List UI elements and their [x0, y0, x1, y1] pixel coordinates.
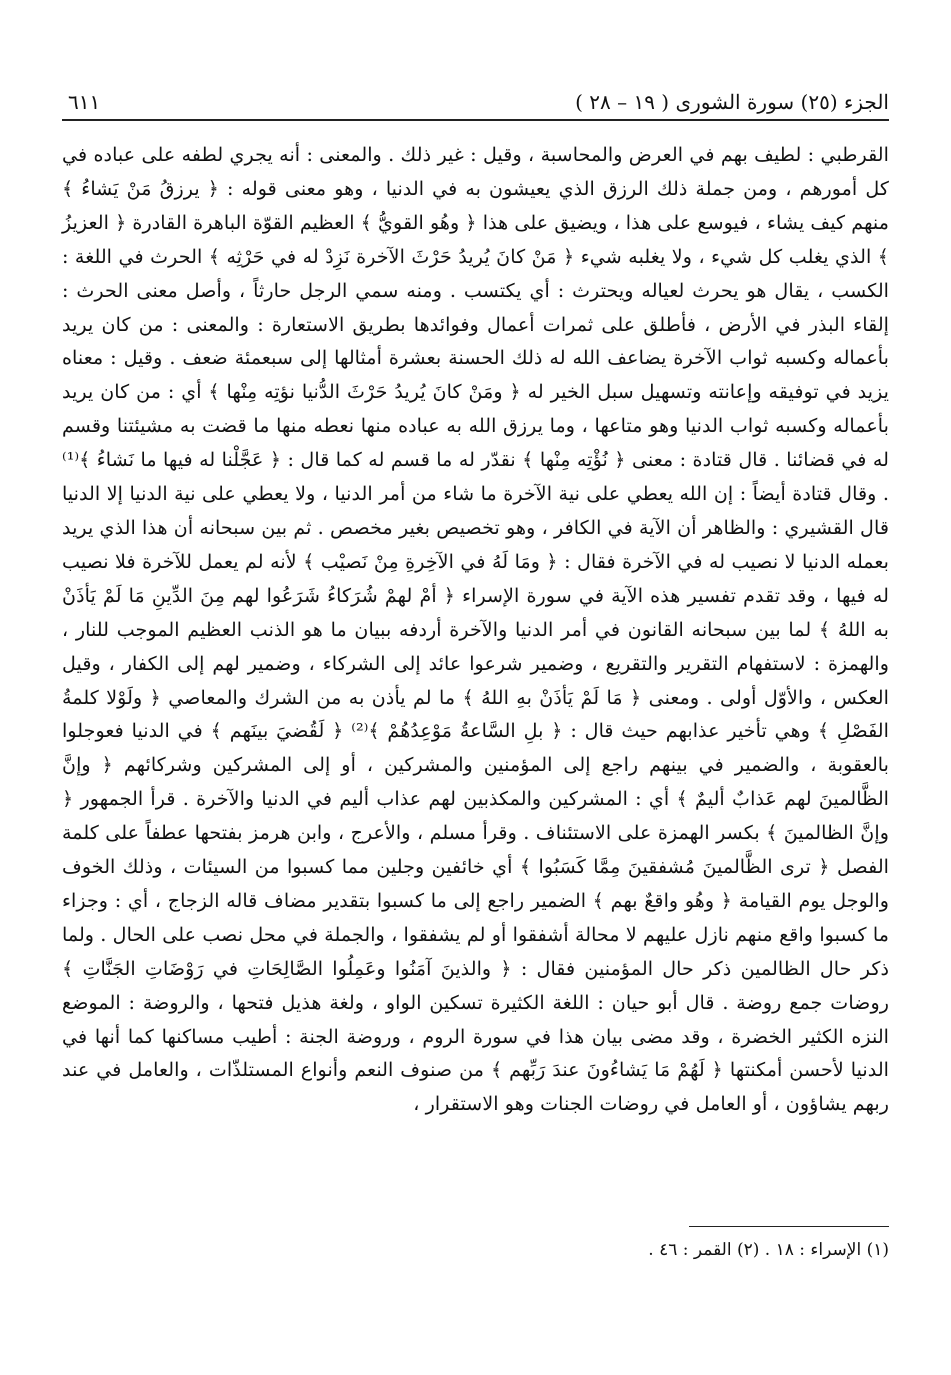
header-divider [62, 119, 889, 121]
footnote-text: (١) الإسراء : ١٨ . (٢) القمر : ٤٦ . [648, 1240, 889, 1260]
header-title: الجزء (٢٥) سورة الشورى ( ١٩ – ٢٨ ) [575, 90, 889, 114]
running-header [68, 88, 889, 118]
page-number: ٦١١ [68, 90, 101, 114]
body-paragraph: القرطبي : لطيف بهم في العرض والمحاسبة ، وقيل : غير ذلك . والمعنى : أنه يجري لطفه على عباده في كل أمورهم ، ومن جملة ذلك الرزق الذي يعيشون به في الدنيا ، وهو معنى قوله : ﴿ يرزقُ مَنْ يَشاءُ ﴾ منهم كيف يشاء ، فيوسع على هذا ، ويضيق على هذا ﴿ وهُو القويُّ ﴾ العظيم القوّة الباهرة القادرة ﴿ العزيزُ ﴾ الذي يغلب كل شيء ، ولا يغلبه شيء ﴿ مَنْ كانَ يُريدُ حَرْثَ الآخرة نَزِدْ له في حَرْثِه ﴾ الحرث في اللغة : الكسب ، يقال هو يحرث لعياله ويحترث : أي يكتسب . ومنه سمي الرجل حارثاً ، وأصل معنى الحرث : إلقاء البذر في الأرض ، فأطلق على ثمرات أعمال وفوائدها بطريق الاستعارة : والمعنى : من كان يريد بأعماله وكسبه ثواب الآخرة يضاعف الله له ذلك الحسنة بعشرة أمثالها إلى سبعمئة ضعف . وقيل : معناه يزيد في توفيقه وإعانته وتسهيل سبل الخير له ﴿ ومَنْ كانَ يُريدُ حَرْثَ الدُّنيا نؤتِه مِنْها ﴾ أي : من كان يريد بأعماله وكسبه ثواب الدنيا وهو متاعها ، وما يرزق الله به عباده منها نعطه منها ما قضت به مشيئتنا وقسم له في قضائنا . قال قتادة : معنى ﴿ نُؤْتِه مِنْها ﴾ نقدّر له ما قسم له كما قال : ﴿ عَجَّلْنا له فيها ما نَشاءُ ﴾⁽¹⁾ . وقال قتادة أيضاً : إن الله يعطي على نية الآخرة ما شاء من أمر الدنيا ، ولا يعطي على نية الدنيا إلا الدنيا قال القشيري : والظاهر أن الآية في الكافر ، وهو تخصيص بغير مخصص . ثم بين سبحانه أن هذا الذي يريد بعمله الدنيا لا نصيب له في الآخرة فقال : ﴿ ومَا لَهُ في الآخِرةِ مِنْ نَصيْب ﴾ لأنه لم يعمل للآخرة فلا نصيب له فيها ، وقد تقدم تفسير هذه الآية في سورة الإسراء ﴿ أمْ لهمْ شُرَكاءُ شَرَعُوا لهم مِنَ الدِّينِ مَا لَمْ يَأذَنْ به اللهُ ﴾ لما بين سبحانه القانون في أمر الدنيا والآخرة أردفه ببيان ما هو الذنب العظيم الموجب للنار ، والهمزة : لاستفهام التقرير والتقريع ، وضمير شرعوا عائد إلى الشركاء ، وضمير لهم إلى الكفار ، وقيل العكس ، والأوّل أولى . ومعنى ﴿ مَا لَمْ يَأذَنْ بهِ اللهُ ﴾ ما لم يأذن به من الشرك والمعاصي ﴿ ولَوْلا كلمةُ الفَصْلِ ﴾ وهي تأخير عذابهم حيث قال : ﴿ بلِ السَّاعةُ مَوْعِدُهُمْ ﴾⁽²⁾ ﴿ لَقُضيَ بينَهم ﴾ في الدنيا فعوجلوا بالعقوبة ، والضمير في بينهم راجع إلى المؤمنين والمشركين ، أو إلى المشركين وشركائهم ﴿ وإنَّ الظَّالمينَ لهم عَذابٌ أليمٌ ﴾ أي : المشركين والمكذبين لهم عذاب أليم في الدنيا والآخرة . قرأ الجمهور ﴿ وإنَّ الظالمينَ ﴾ بكسر الهمزة على الاستئناف . وقرأ مسلم ، والأعرج ، وابن هرمز بفتحها عطفاً على كلمة الفصل ﴿ ترى الظَّالمينَ مُشفقينَ مِمَّا كَسَبُوا ﴾ أي خائفين وجلين مما كسبوا من السيئات ، وذلك الخوف والوجل يوم القيامة ﴿ وهُو واقعٌ بهم ﴾ الضمير راجع إلى ما كسبوا بتقدير مضاف قاله الزجاج ، أي : وجزاء ما كسبوا واقع منهم نازل عليهم لا محالة أشفقوا أو لم يشفقوا ، والجملة في محل نصب على الحال . ولما ذكر حال الظالمين ذكر حال المؤمنين فقال : ﴿ والذينَ آمَنُوا وعَمِلُوا الصَّالِحَاتِ في رَوْضَاتِ الجَنَّاتِ ﴾ روضات جمع روضة . قال أبو حيان : اللغة الكثيرة تسكين الواو ، ولغة هذيل فتحها ، والروضة : الموضع النزه الكثير الخضرة ، وقد مضى بيان هذا في سورة الروم ، وروضة الجنة : أطيب مساكنها كما أنها في الدنيا لأحسن أمكنتها ﴿ لَهُمْ مَا يَشاءُونَ عندَ رَبِّهم ﴾ من صنوف النعم وأنواع المستلذّات ، والعامل في عند ربهم يشاؤون ، أو العامل في روضات الجنات وهو الاستقرار ، [62, 143, 889, 1116]
body-text [62, 138, 889, 1121]
footnote-divider [689, 1226, 889, 1227]
footnotes [62, 1236, 889, 1264]
